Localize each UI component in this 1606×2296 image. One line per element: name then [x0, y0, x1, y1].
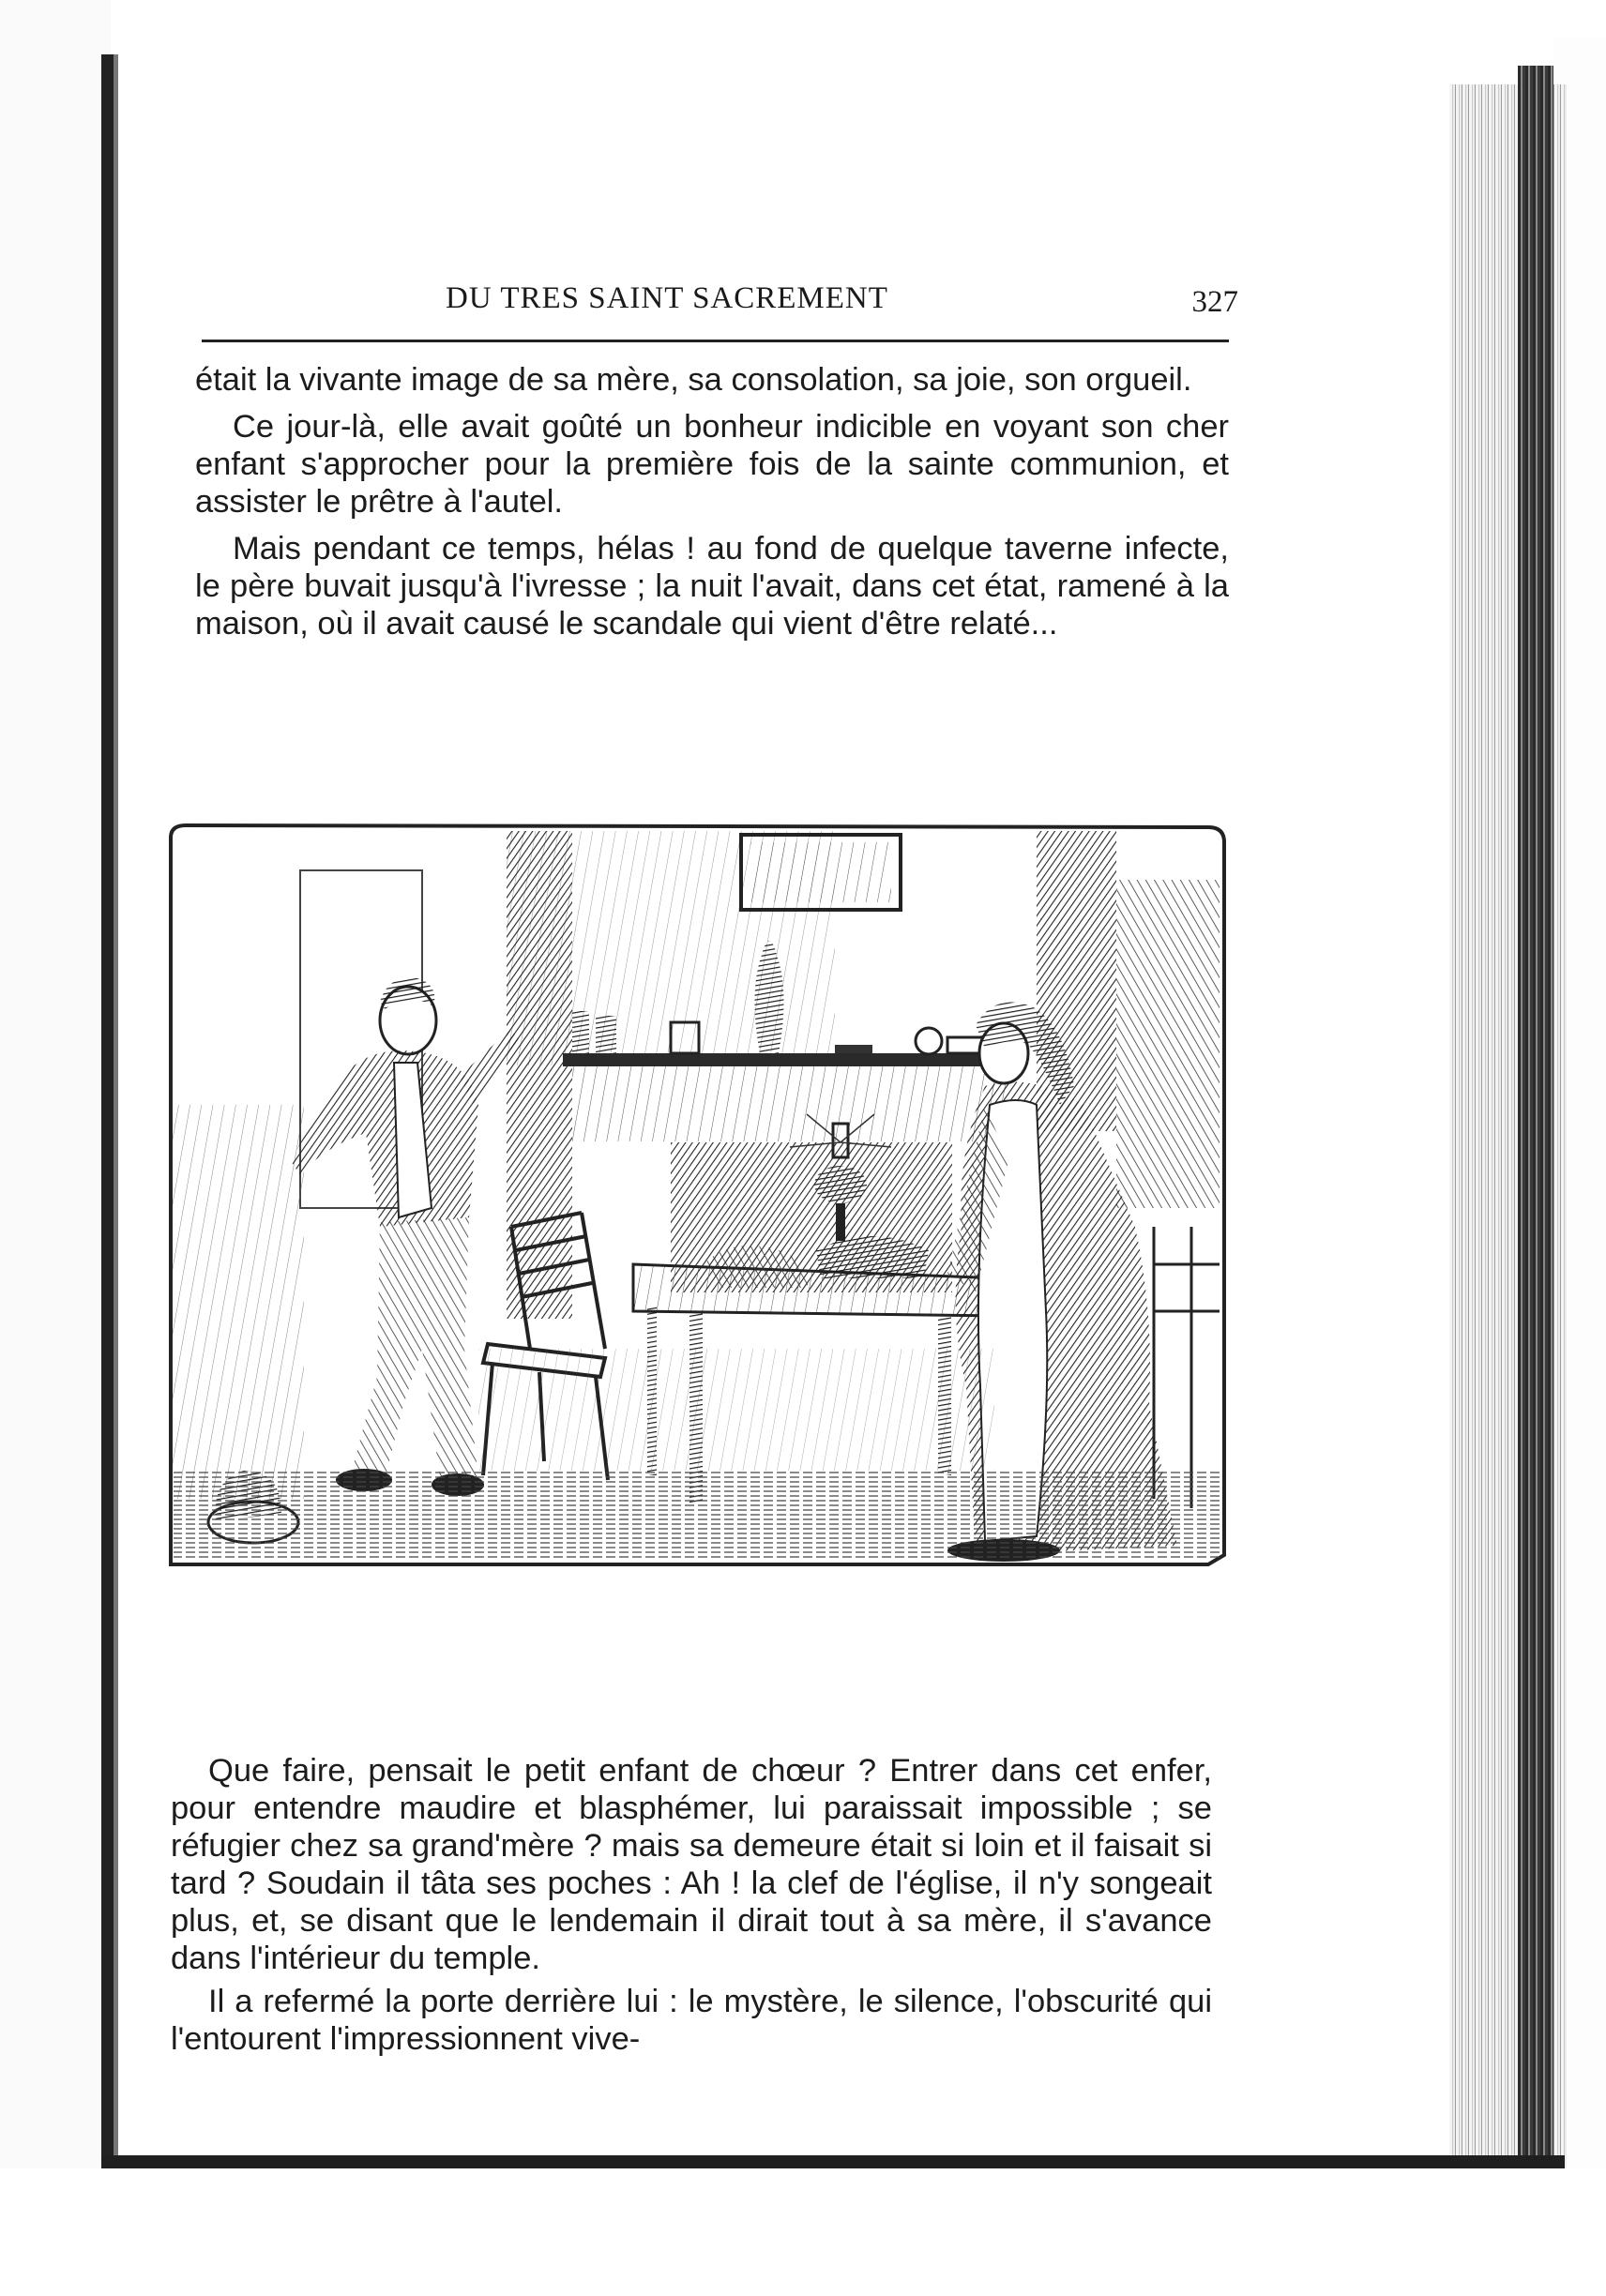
left-page-edge [0, 0, 111, 2296]
body-text-bottom [171, 1752, 1212, 2058]
header-rule [202, 340, 1229, 342]
book-cover-edge [1518, 66, 1553, 2260]
paragraph: Il a refermé la porte derrière lui : le mystère, le silence, l'obscurité qui l'entourent l'impressionnent vive- [171, 1984, 1212, 2057]
running-header [202, 281, 1238, 328]
paragraph: Ce jour-là, elle avait goûté un bonheur indicible en voyant son cher enfant s'approcher pour la première fois de la sainte communion, et assister le prêtre à l'autel. [195, 409, 1229, 520]
engraving-illustration [159, 823, 1234, 1686]
page-number: 327 [1191, 285, 1238, 319]
book-bottom-edge [101, 2155, 1565, 2168]
binding-shadow [114, 54, 118, 2165]
book-binding-edge [101, 54, 114, 2165]
paragraph: était la vivante image de sa mère, sa consolation, sa joie, son orgueil. [195, 362, 1192, 398]
paragraph: Que faire, pensait le petit enfant de chœur ? Entrer dans cet enfer, pour entendre maudire et blasphémer, lui paraissait impossible ; se réfugier chez sa grand'mère ? mais sa demeure était si loin et il faisait si tard ? Soudain il tâta ses poches : Ah ! la clef de l'église, il n'y songeait plus, et, se disant que le lendemain il dirait tout à sa mère, il s'avance dans l'intérieur du temple. [171, 1753, 1212, 1976]
paragraph: Mais pendant ce temps, hélas ! au fond de quelque taverne infecte, le père buvait jusqu'à l'ivresse ; la nuit l'avait, dans cet état, ramené à la maison, où il avait causé le scandale qui vient d'être relaté... [195, 531, 1229, 642]
header-title: DU TRES SAINT SACREMENT [446, 281, 888, 315]
bottom-margin [0, 2168, 1606, 2296]
body-text-top [195, 361, 1229, 642]
